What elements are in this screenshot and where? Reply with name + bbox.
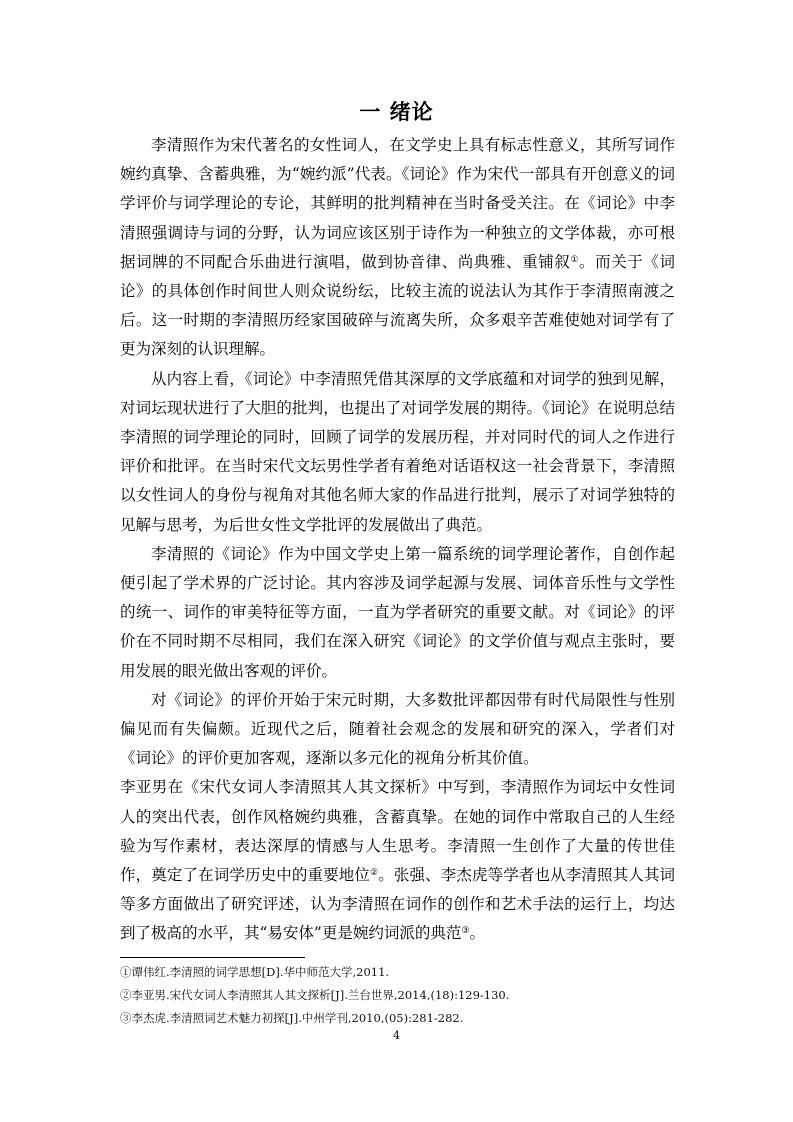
footnote-1: ①谭伟红.李清照的词学思想[D].华中师范大学,2011. [120, 965, 390, 979]
footnote-marker-3: ③ [461, 926, 470, 937]
paragraph-text: 李亚男在《宋代女词人李清照其人其文探析》中写到，李清照作为词坛中女性词人的突出代表，创作风格婉约典雅，含蓄真挚。在她的词作中常取自己的人生经验为写作素材，表达深厚的情感与人生思考。李清照一生创作了大量的传世佳作，奠定了在词学历史中的重要地位 [120, 778, 675, 885]
footnote-marker-1: ① [570, 254, 580, 265]
paragraph-text: 李清照的《词论》作为中国文学史上第一篇系统的词学理论著作，自创作起便引起了学术界的广泛讨论。其内容涉及词学起源与发展、词体音乐性与文学性的统一、词作的审美特征等方面，一直为学者研究的重要文献。对《词论》的评价在不同时期不尽相同，我们在深入研究《词论》的文学价值与观点主张时，要用发展的眼光做出客观的评价。 [120, 544, 675, 680]
footnote-3: ③李杰虎.李清照词艺术魅力初探[J].中州学刊,2010,(05):281-282. [120, 1010, 464, 1025]
footnote-marker-2: ② [370, 868, 379, 879]
body-text [120, 131, 675, 949]
paragraph-5 [120, 773, 675, 948]
paragraph-text: 李清照作为宋代著名的女性词人，在文学史上具有标志性意义，其所写词作婉约真挚、含蓄典雅，为“婉约派”代表。《词论》作为宋代一部具有开创意义的词学评价与词学理论的专论，其鲜明的批判精神在当时备受关注。在《词论》中李清照强调诗与词的分野，认为词应该区别于诗作为一种独立的文学体裁，亦可根据词牌的不同配合乐曲进行演唱，做到协音律、尚典雅、重铺叙 [120, 136, 675, 271]
paragraph-text: 。而关于《词论》的具体创作时间世人则众说纷纭，比较主流的说法认为其作于李清照南渡之后。这一时期的李清照历经家国破碎与流离失所，众多艰辛苦难使她对词学有了更为深刻的认识理解。 [120, 252, 675, 359]
paragraph-text: 。张强、李杰虎等学者也从李清照其人其词等多方面做出了研究评述，认为李清照在词作的创作和艺术手法的运行上，均达到了极高的水平，其“易安体”更是婉约词派的典范 [120, 866, 675, 943]
footnote-2: ②李亚男.宋代女词人李清照其人其文探析[J].兰台世界,2014,(18):129-130. [120, 987, 510, 1002]
paragraph-3 [120, 540, 675, 686]
paragraph-2 [120, 365, 675, 540]
paragraph-text: 对《词论》的评价开始于宋元时期，大多数批评都因带有时代局限性与性别偏见而有失偏颇。近现代之后，随着社会观念的发展和研究的深入，学者们对《词论》的评价更加客观，逐渐以多元化的视角分析其价值。 [120, 690, 675, 768]
section-title: 一 绪论 [359, 100, 434, 124]
paragraph-1 [120, 131, 675, 365]
paragraph-text: 从内容上看，《词论》中李清照凭借其深厚的文学底蕴和对词学的独到见解，对词坛现状进行了大胆的批判，也提出了对词学发展的期待。《词论》在说明总结李清照的词学理论的同时，回顾了词学的发展历程，并对同时代的词人之作进行评价和批评。在当时宋代文坛男性学者有着绝对话语权这一社会背景下，李清照以女性词人的身份与视角对其他名师大家的作品进行批判，展示了对词学独特的见解与思考，为后世女性文学批评的发展做出了典范。 [120, 369, 675, 534]
footnote-separator [120, 957, 305, 958]
paragraph-text: 。 [469, 924, 485, 943]
page-number: 4 [393, 1029, 400, 1042]
footnotes [120, 961, 675, 1029]
paragraph-4 [120, 686, 675, 774]
